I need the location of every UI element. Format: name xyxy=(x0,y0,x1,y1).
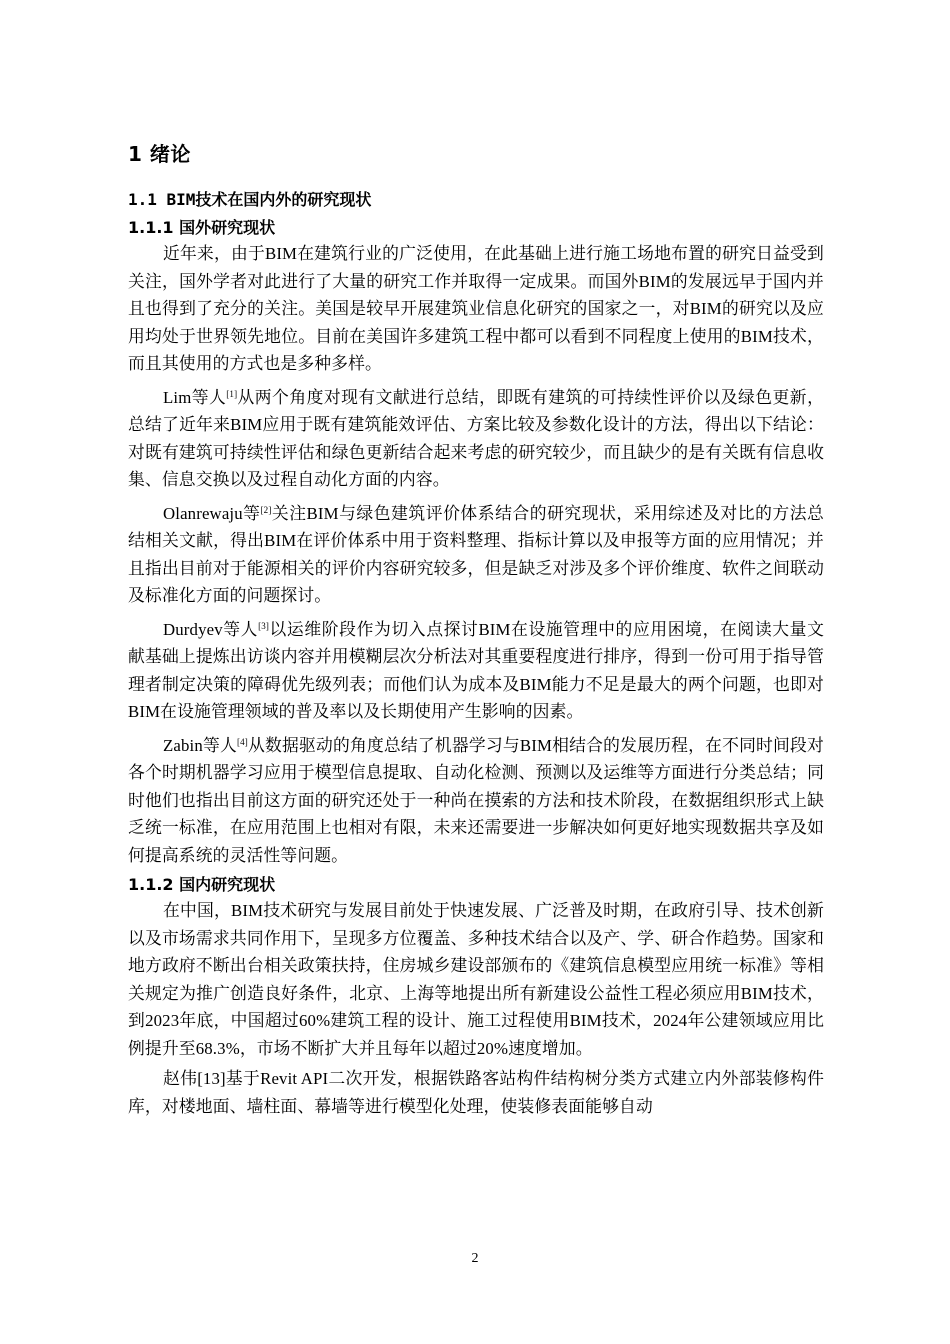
paragraph-text: 在中国，BIM技术研究与发展目前处于快速发展、广泛普及时期，在政府引导、技术创新以及市场需求共同作用下，呈现多方位覆盖、多种技术结合以及产、学、研合作趋势。国家和地方政府不断出台相关政策扶持，住房城乡建设部颁布的《建筑信息模型应用统一标准》等相关规定为推广创造良好条件，北京、上海等地提出所有新建设公益性工程必须应用BIM技术，到2023年底，中国超过60%建筑工程的设计、施工过程使用BIM技术，2024年公建领域应用比例提升至68.3%，市场不断扩大并且每年以超过20%速度增加。 xyxy=(128,901,824,1058)
subsection-heading-foreign: 1.1.1 国外研究现状 xyxy=(128,218,276,237)
paragraph-zhaowei xyxy=(128,1065,824,1120)
author-lead: Lim等人 xyxy=(163,387,227,407)
subsection-heading-domestic: 1.1.2 国内研究现状 xyxy=(128,875,276,894)
paragraph-text: 从两个角度对现有文献进行总结，即既有建筑的可持续性评价以及绿色更新，总结了近年来BIM应用于既有建筑能效评估、方案比较及参数化设计的方法，得出以下结论：对既有建筑可持续性评估和绿色更新结合起来考虑的研究较少，而且缺少的是有关既有信息收集、信息交换以及过程自动化方面的内容。 xyxy=(128,387,824,489)
paragraph-text: 从数据驱动的角度总结了机器学习与BIM相结合的发展历程，在不同时间段对各个时期机器学习应用于模型信息提取、自动化检测、预测以及运维等方面进行分类总结；同时他们也指出目前这方面的研究还处于一种尚在摸索的方法和技术阶段，在数据组织形式上缺乏统一标准，在应用范围上也相对有限，未来还需要进一步解决如何更好地实现数据共享及如何提高系统的灵活性等问题。 xyxy=(128,735,824,865)
paragraph-zabin xyxy=(128,729,824,870)
paragraph-text: 近年来，由于BIM在建筑行业的广泛使用，在此基础上进行施工场地布置的研究日益受到关注，国外学者对此进行了大量的研究工作并取得一定成果。而国外BIM的发展远早于国内并且也得到了充分的关注。美国是较早开展建筑业信息化研究的国家之一，对BIM的研究以及应用均处于世界领先地位。目前在美国许多建筑工程中都可以看到不同程度上使用的BIM技术，而且其使用的方式也是多种多样。 xyxy=(128,244,824,373)
section-heading: 1.1 BIM技术在国内外的研究现状 xyxy=(128,190,372,209)
paragraph-text: 赵伟[13]基于Revit API二次开发，根据铁路客站构件结构树分类方式建立内外部装修构件库，对楼地面、墙柱面、幕墙等进行模型化处理，使装修表面能够自动 xyxy=(128,1069,824,1116)
paragraph-domestic-intro xyxy=(128,897,824,1062)
paragraph-foreign-intro xyxy=(128,240,824,378)
citation-marker: [2] xyxy=(260,504,272,515)
citation-marker: [3] xyxy=(258,620,270,631)
paragraph-durdyev xyxy=(128,613,824,726)
paragraph-lim xyxy=(128,381,824,494)
citation-marker: [1] xyxy=(226,388,238,399)
page-number: 2 xyxy=(471,1251,479,1266)
author-lead: Durdyev等人 xyxy=(163,619,259,639)
citation-marker: [4] xyxy=(236,736,248,747)
paragraph-text: 以运维阶段作为切入点探讨BIM在设施管理中的应用困境，在阅读大量文献基础上提炼出访谈内容并用模糊层次分析法对其重要程度进行排序，得到一份可用于指导管理者制定决策的障碍优先级列表；而他们认为成本及BIM能力不足是最大的两个问题，也即对BIM在设施管理领域的普及率以及长期使用产生影响的因素。 xyxy=(128,619,824,721)
page-body xyxy=(128,138,824,1120)
chapter-heading: 1 绪论 xyxy=(128,142,191,166)
paragraph-olanrewaju xyxy=(128,497,824,610)
author-lead: Olanrewaju等 xyxy=(163,503,261,523)
paragraph-text: 关注BIM与绿色建筑评价体系结合的研究现状，采用综述及对比的方法总结相关文献，得出BIM在评价体系中用于资料整理、指标计算以及申报等方面的应用情况；并且指出目前对于能源相关的评价内容研究较多，但是缺乏对涉及多个评价维度、软件之间联动及标准化方面的问题探讨。 xyxy=(128,503,824,605)
author-lead: Zabin等人 xyxy=(163,735,237,755)
